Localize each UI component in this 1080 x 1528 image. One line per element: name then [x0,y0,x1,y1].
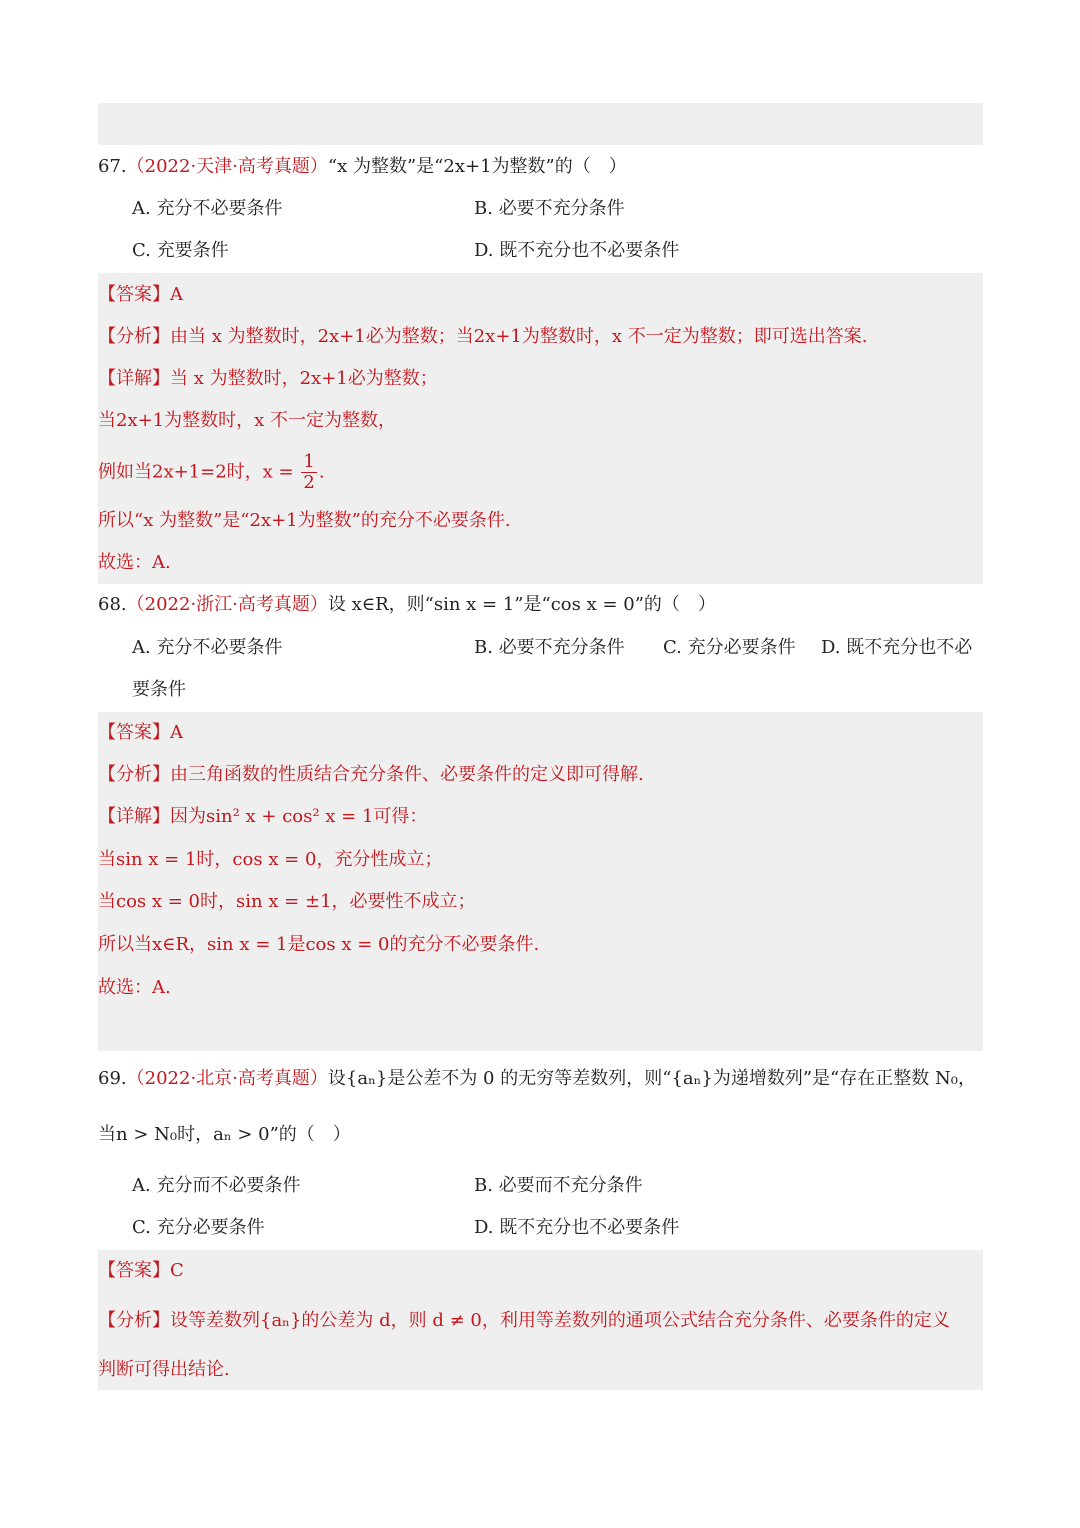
fraction-one-half [301,452,316,493]
detail-text: 例如当2x+1=2时，x = [98,461,300,483]
q69-option-c [132,1215,265,1241]
q67-detail-5: 故选：A. [98,552,171,573]
analysis-text: 设等差数列{aₙ}的公差为 d，则 d ≠ 0，利用等差数列的通项公式结合充分条件、必要条件的定义 [170,1310,950,1331]
option-text: 充分而不必要条件 [156,1175,301,1196]
option-text: 既不充分也不必要条件 [499,1217,680,1238]
q67-option-b [474,196,625,222]
option-text: 既不充分也不必 [846,637,973,658]
q69-stem-text: 设{aₙ}是公差不为 0 的无穷等差数列，则“{aₙ}为递增数列”是“存在正整数 N₀， [327,1068,976,1089]
q67-detail-1 [98,366,438,392]
q69-answer [98,1258,184,1284]
q68-detail-3: 当cos x = 0时，sin x = ±1，必要性不成立； [98,891,476,912]
q67-option-a [132,196,282,222]
analysis-tag: 【分析】 [98,1310,170,1331]
option-letter: D. [821,637,841,658]
analysis-text: 由三角函数的性质结合充分条件、必要条件的定义即可得解. [170,764,644,785]
q68-answer [98,720,183,746]
q69-option-d [474,1215,679,1241]
option-text: 必要不充分条件 [498,198,625,219]
q68-source: （2022·浙江·高考真题） [126,594,328,615]
option-text: 充分不必要条件 [156,198,283,219]
option-text: 充要条件 [156,240,229,261]
fraction-denominator: 2 [303,472,315,493]
option-text: 必要而不充分条件 [498,1175,643,1196]
q67-option-d [474,238,679,264]
q68-detail-4: 所以当x∈R，sin x = 1是cos x = 0的充分不必要条件. [98,934,540,955]
q69-analysis-line1 [98,1308,950,1334]
option-letter: B. [474,198,493,219]
q67-detail-4: 所以“x 为整数”是“2x+1为整数”的充分不必要条件. [98,510,511,531]
option-letter: A. [132,1175,151,1196]
answer-value: A [170,722,183,743]
q68-option-d [821,635,972,661]
option-letter: D. [474,1217,494,1238]
q69-stem-line2: 当n > N₀时，aₙ > 0”的（ ） [98,1124,351,1145]
q68-option-d-wrap: 要条件 [132,679,186,700]
answer-value: A [170,284,183,305]
q68-detail-2: 当sin x = 1时，cos x = 0，充分性成立； [98,849,443,870]
answer-tag: 【答案】 [98,1260,170,1281]
option-text: 既不充分也不必要条件 [499,240,680,261]
q67-stem [98,154,627,180]
fraction-numerator: 1 [303,451,315,472]
q67-analysis [98,324,867,350]
detail-text: 因为sin² x + cos² x = 1可得： [170,806,428,827]
q67-number: 67. [98,156,127,177]
detail-tag: 【详解】 [98,806,170,827]
q69-number: 69. [98,1068,127,1089]
answer-tag: 【答案】 [98,284,170,305]
q69-option-b [474,1173,643,1199]
option-text: 充分不必要条件 [156,637,283,658]
fraction-tail: . [318,461,325,483]
q69-source: （2022·北京·高考真题） [126,1068,328,1089]
option-letter: D. [474,240,494,261]
q68-stem-text: 设 x∈R，则“sin x = 1”是“cos x = 0”的（ ） [327,594,716,615]
q68-detail-1 [98,804,427,830]
detail-text: 当 x 为整数时，2x+1必为整数； [170,368,438,389]
analysis-tag: 【分析】 [98,764,170,785]
q68-option-a [132,635,282,661]
q67-answer [98,282,183,308]
q67-option-c [132,238,229,264]
answer-value: C [170,1260,184,1281]
option-letter: C. [663,637,682,658]
option-letter: A. [132,637,151,658]
analysis-tag: 【分析】 [98,326,170,347]
option-text: 充分必要条件 [156,1217,265,1238]
q67-detail-2: 当2x+1为整数时，x 不一定为整数， [98,410,397,431]
q69-option-a [132,1173,300,1199]
q68-analysis [98,762,644,788]
q67-source: （2022·天津·高考真题） [126,156,328,177]
option-letter: B. [474,1175,493,1196]
option-letter: B. [474,637,493,658]
answer-tag: 【答案】 [98,722,170,743]
q69-stem-line1 [98,1066,976,1092]
previous-solution-shade [98,103,983,145]
q67-stem-text: “x 为整数”是“2x+1为整数”的（ ） [327,156,627,177]
detail-tag: 【详解】 [98,368,170,389]
q68-stem [98,592,716,618]
q68-option-c [663,635,796,661]
option-letter: C. [132,240,151,261]
q68-number: 68. [98,594,127,615]
analysis-text: 由当 x 为整数时，2x+1必为整数；当2x+1为整数时，x 不一定为整数；即可选出答案. [170,326,868,347]
option-text: 充分必要条件 [687,637,796,658]
q68-option-b [474,635,625,661]
option-text: 必要不充分条件 [498,637,625,658]
option-letter: A. [132,198,151,219]
q67-detail-3 [98,452,325,493]
q69-analysis-line2: 判断可得出结论. [98,1359,230,1380]
option-letter: C. [132,1217,151,1238]
q68-detail-5: 故选：A. [98,977,171,998]
